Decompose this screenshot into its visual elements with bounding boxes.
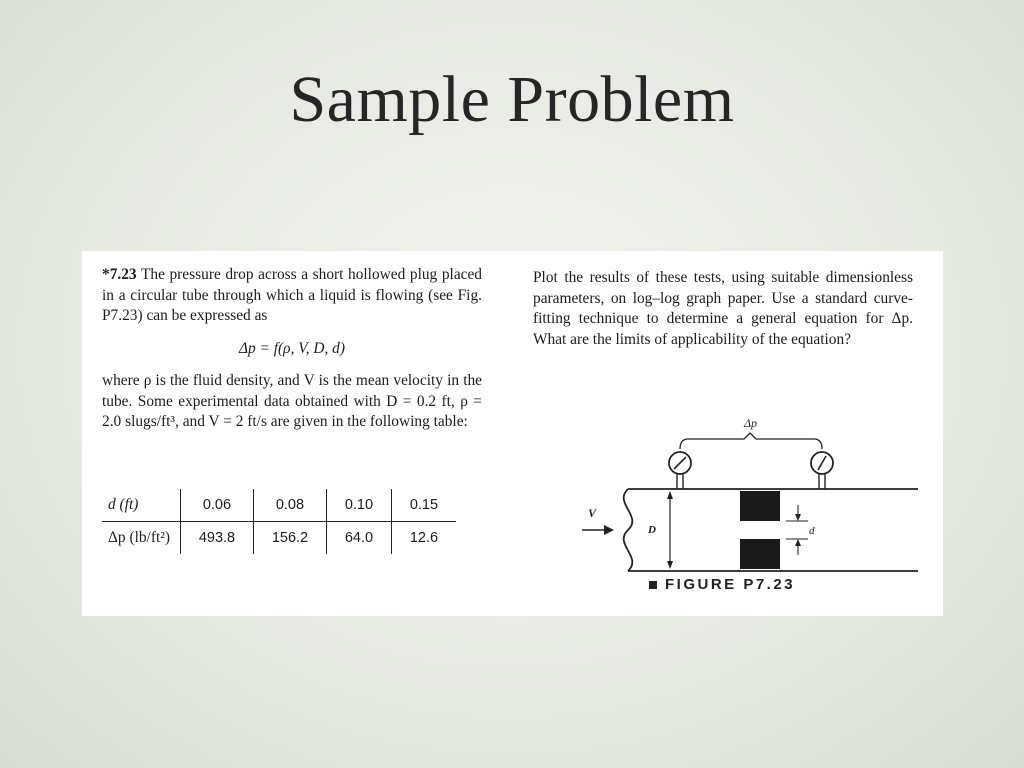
table-row-dp [102, 522, 456, 555]
dp-bracket [680, 433, 822, 449]
table-cell: 493.8 [180, 522, 253, 555]
figure-caption [649, 576, 795, 593]
problem-left-column [102, 265, 482, 433]
problem-intro-paragraph [102, 265, 482, 327]
scanned-problem-image [82, 251, 943, 616]
table-cell: 156.2 [253, 522, 326, 555]
dp-label: Δp [744, 416, 758, 430]
table-cell: 0.06 [180, 489, 253, 522]
caption-bullet-icon [649, 581, 657, 589]
plug-top [740, 491, 780, 521]
table-cell: 64.0 [326, 522, 391, 555]
problem-task-paragraph: Plot the results of these tests, using suitable dimensionless parameters, on log–log graph paper. Use a standard curve-fitting technique to determine a general equation for Δp. What are the limits of applicability of the equation? [533, 269, 913, 348]
problem-conditions-paragraph: where ρ is the fluid density, and V is the mean velocity in the tube. Some experimental data obtained with D = 0.2 ft, ρ = 2.0 slugs/ft³, and V = 2 ft/s are given in the following table: [102, 372, 482, 430]
gauge-left-icon [669, 452, 691, 489]
function-equation: Δp = f(ρ, V, D, d) [238, 339, 346, 357]
table-row-d [102, 489, 456, 522]
problem-right-column [533, 268, 913, 350]
table-cell: 0.08 [253, 489, 326, 522]
data-table [102, 489, 456, 554]
velocity-label: V [588, 506, 597, 520]
plug-bottom [740, 539, 780, 569]
table-cell: 0.10 [326, 489, 391, 522]
d-label: d [809, 525, 815, 537]
table-cell: 12.6 [391, 522, 456, 555]
problem-intro-text: The pressure drop across a short hollowed plug placed in a circular tube through which a liquid is flowing (see Fig. P7.23) can be expressed as [102, 266, 483, 324]
row-label-dp: Δp (lb/ft²) [108, 529, 170, 546]
gauge-right-icon [811, 452, 833, 489]
table-cell: 0.15 [391, 489, 456, 522]
figure-caption-text: FIGURE P7.23 [665, 576, 796, 593]
row-label-d: d (ft) [102, 489, 180, 522]
problem-number: *7.23 [102, 266, 137, 283]
D-label: D [648, 524, 656, 536]
slide-title: Sample Problem [289, 63, 735, 136]
